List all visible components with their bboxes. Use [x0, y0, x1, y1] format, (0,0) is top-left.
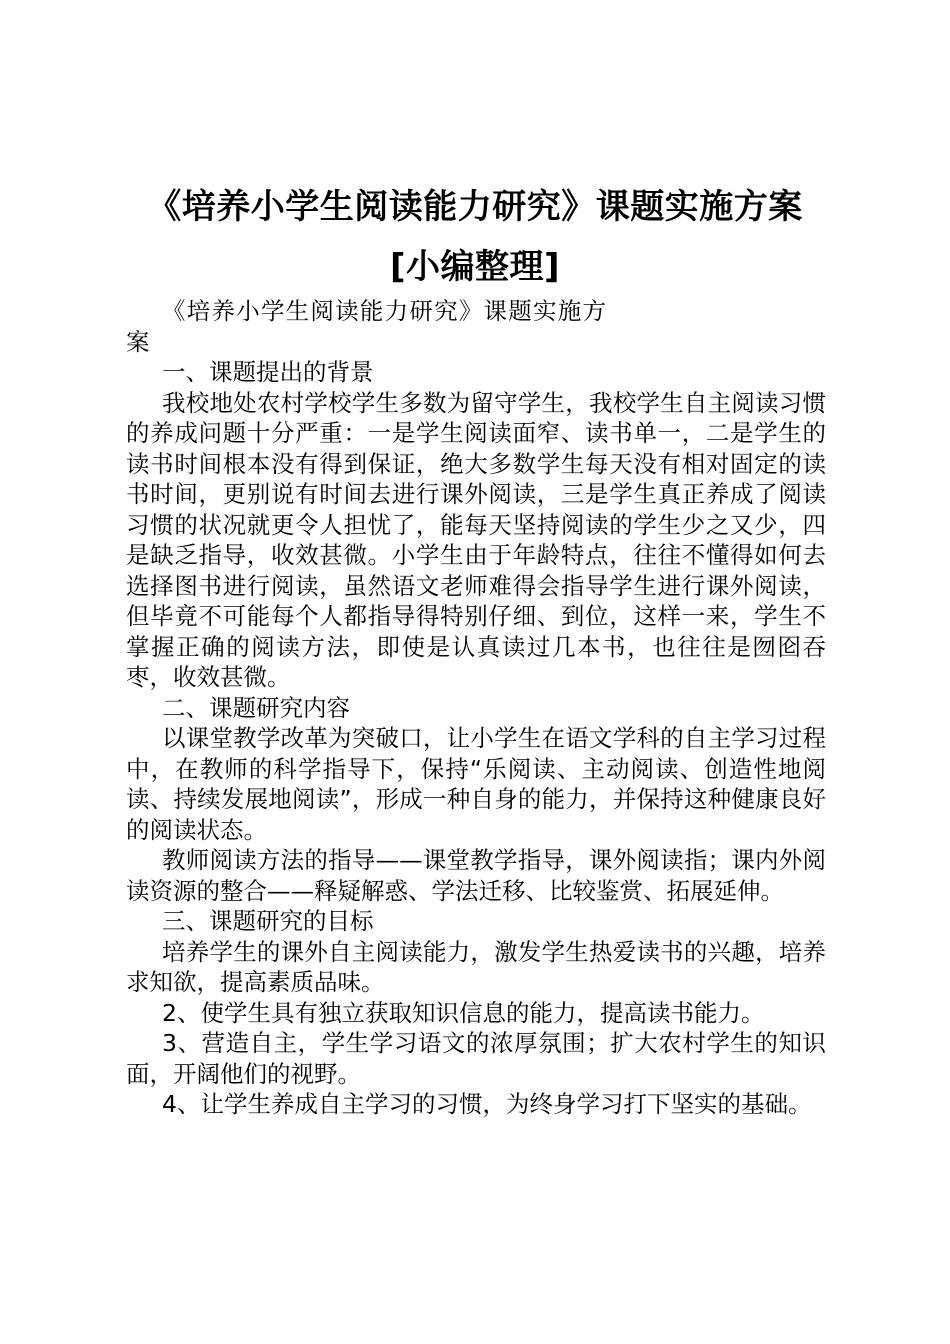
paragraph-goal-4: 4、让学生养成自主学习的习惯，为终身学习打下坚实的基础。: [162, 1090, 812, 1118]
section-heading-content: 二、课题研究内容: [162, 693, 350, 722]
section-heading-goals: 三、课题研究的目标: [162, 907, 374, 935]
paragraph-goal-3: 3、营造自主，学生学习语文的浓厚氛围；扩大农村学生的知识面，开阔他们的视野。: [126, 1029, 826, 1088]
paragraph-intro-title: 《培养小学生阅读能力研究》课题实施方案: [126, 297, 606, 356]
document-title: 《培养小学生阅读能力研究》课题实施方案: [147, 187, 803, 227]
document-body: [126, 296, 826, 1120]
paragraph-content-1: 以课堂教学改革为突破口，让小学生在语文学科的自主学习过程中，在教师的科学指导下，保持“乐阅读、主动阅读、创造性地阅读、持续发展地阅读”，形成一种自身的能力，并保持这种健康良好的阅读状态。: [126, 724, 826, 844]
document-subtitle: [小编整理]: [389, 247, 561, 287]
paragraph-background: 我校地处农村学校学生多数为留守学生，我校学生自主阅读习惯的养成问题十分严重：一是学生阅读面窄、读书单一，二是学生的读书时间根本没有得到保证，绝大多数学生每天没有相对固定的读书时间，更别说有时间去进行课外阅读，三是学生真正养成了阅读习惯的状况就更令人担忧了，能每天坚持阅读的学生少之又少，四是缺乏指导，收效甚微。小学生由于年龄特点，往往不懂得如何去选择图书进行阅读，虽然语文老师难得会指导学生进行课外阅读，但毕竟不可能每个人都指导得特别仔细、到位，这样一来，学生不掌握正确的阅读方法，即使是认真读过几本书，也往往是囫囵吞枣，收效甚微。: [126, 388, 826, 691]
section-heading-background: 一、课题提出的背景: [162, 358, 374, 386]
paragraph-content-2: 教师阅读方法的指导——课堂教学指导，课外阅读指；课内外阅读资源的整合——释疑解惑、学法迁移、比较鉴赏、拓展延伸。: [126, 846, 826, 905]
paragraph-goal-2: 2、使学生具有独立获取知识信息的能力，提高读书能力。: [162, 998, 765, 1027]
paragraph-goal-1: 培养学生的课外自主阅读能力，激发学生热爱读书的兴趣，培养求知欲，提高素质品味。: [126, 937, 826, 996]
